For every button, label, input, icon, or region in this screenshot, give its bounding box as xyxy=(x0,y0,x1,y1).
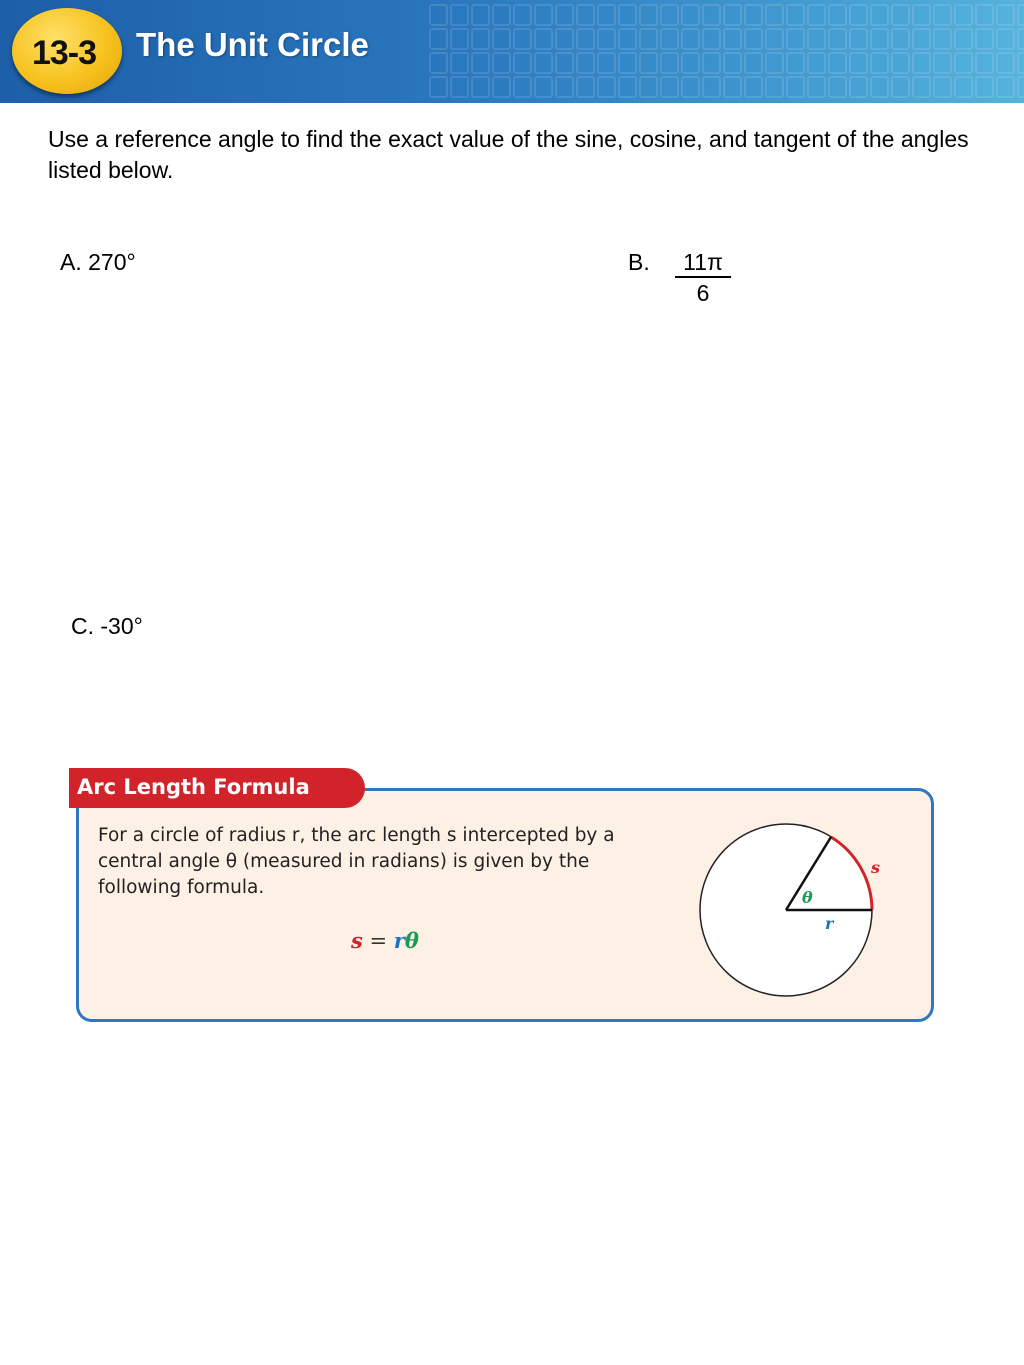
header-grid-cell xyxy=(514,29,531,49)
header-grid-cell xyxy=(997,29,1014,49)
header-grid-cell xyxy=(829,53,846,73)
header-grid-cell xyxy=(472,53,489,73)
header-grid-cell xyxy=(430,77,447,97)
header-grid-cell xyxy=(913,77,930,97)
header-grid-cell xyxy=(766,77,783,97)
header-grid-cell xyxy=(619,29,636,49)
header-grid-cell xyxy=(913,5,930,25)
header-grid-cell xyxy=(850,29,867,49)
header-grid-cell xyxy=(535,5,552,25)
header-grid-cell xyxy=(871,5,888,25)
header-grid-cell xyxy=(745,29,762,49)
header-grid-cell xyxy=(1018,53,1024,73)
header-grid-cell xyxy=(892,5,909,25)
header-grid-cell xyxy=(997,77,1014,97)
header-grid-cell xyxy=(661,53,678,73)
arc-length-formula xyxy=(351,928,419,953)
header-grid-cell xyxy=(451,5,468,25)
header-grid-cell xyxy=(577,29,594,49)
header-grid-cell xyxy=(472,29,489,49)
header-grid-cell xyxy=(661,29,678,49)
header-grid-cell xyxy=(871,29,888,49)
header-grid-cell xyxy=(934,5,951,25)
problem-c: C. -30° xyxy=(71,613,143,639)
header-grid-cell xyxy=(808,29,825,49)
header-grid-cell xyxy=(661,77,678,97)
arc-length-description: For a circle of radius r, the arc length s intercepted by a central angle θ (measured in radians) is given by the following formula. xyxy=(98,825,615,898)
header-grid-cell xyxy=(556,53,573,73)
header-grid-cell xyxy=(934,77,951,97)
header-grid-cell xyxy=(640,53,657,73)
header-grid-cell xyxy=(745,77,762,97)
header-grid-cell xyxy=(976,5,993,25)
arc-length-heading: Arc Length Formula xyxy=(77,775,310,799)
header-grid-cell xyxy=(976,29,993,49)
page-title: The Unit Circle xyxy=(136,26,369,63)
header-grid-cell xyxy=(1018,29,1024,49)
header-grid-cell xyxy=(892,77,909,97)
header-grid-cell xyxy=(472,77,489,97)
header-grid-cell xyxy=(808,5,825,25)
header-grid-cell xyxy=(640,29,657,49)
header-grid-cell xyxy=(766,53,783,73)
section-number: 13-3 xyxy=(31,34,97,72)
header-grid-cell xyxy=(640,5,657,25)
header-grid-cell xyxy=(955,53,972,73)
header-grid-cell xyxy=(493,53,510,73)
header-grid-cell xyxy=(766,29,783,49)
header-grid-cell xyxy=(703,77,720,97)
header-grid-cell xyxy=(955,5,972,25)
header-grid-cell xyxy=(661,5,678,25)
header-grid-cell xyxy=(871,53,888,73)
header-grid-cell xyxy=(535,29,552,49)
header-grid-cell xyxy=(556,77,573,97)
header-grid-cell xyxy=(787,29,804,49)
header-grid-cell xyxy=(787,5,804,25)
formula-equals: = xyxy=(362,929,394,953)
header-grid-cell xyxy=(892,29,909,49)
header-grid-cell xyxy=(787,77,804,97)
diagram-label-s: s xyxy=(871,858,881,877)
header-grid-cell xyxy=(934,29,951,49)
header-grid-cell xyxy=(430,53,447,73)
header-grid-cell xyxy=(682,29,699,49)
header-grid-cell xyxy=(682,53,699,73)
header-grid-cell xyxy=(997,53,1014,73)
header-grid-cell xyxy=(850,77,867,97)
formula-r: r xyxy=(393,928,405,953)
header-grid-cell xyxy=(598,53,615,73)
header-grid-cell xyxy=(430,5,447,25)
header-grid-cell xyxy=(619,53,636,73)
header-grid-cell xyxy=(955,29,972,49)
header-grid-cell xyxy=(829,77,846,97)
header-grid-cell xyxy=(724,53,741,73)
header-grid-cell xyxy=(808,77,825,97)
header-grid-cell xyxy=(577,53,594,73)
header-grid-cell xyxy=(493,77,510,97)
header-grid-cell xyxy=(745,53,762,73)
slide-header xyxy=(0,0,1024,103)
header-grid-cell xyxy=(976,77,993,97)
header-grid-cell xyxy=(619,5,636,25)
header-grid-cell xyxy=(514,77,531,97)
header-grid-cell xyxy=(535,53,552,73)
arc-length-heading-tab xyxy=(69,768,365,808)
header-grid-cell xyxy=(829,5,846,25)
header-grid-cell xyxy=(598,5,615,25)
header-grid-cell xyxy=(997,5,1014,25)
header-grid-cell xyxy=(577,5,594,25)
section-badge xyxy=(12,8,122,94)
header-grid-cell xyxy=(514,5,531,25)
header-grid-cell xyxy=(808,53,825,73)
header-grid-cell xyxy=(829,29,846,49)
problem-a: A. 270° xyxy=(60,249,136,275)
header-grid-cell xyxy=(913,29,930,49)
header-grid-cell xyxy=(451,77,468,97)
header-grid-cell xyxy=(703,29,720,49)
header-grid-cell xyxy=(682,77,699,97)
problem-b-label: B. xyxy=(628,249,650,275)
header-grid-cell xyxy=(976,53,993,73)
header-grid-cell xyxy=(556,29,573,49)
header-grid-cell xyxy=(913,53,930,73)
header-grid-cell xyxy=(724,29,741,49)
header-grid-cell xyxy=(745,5,762,25)
header-grid-cell xyxy=(724,5,741,25)
diagram-label-theta: θ xyxy=(802,888,813,907)
header-grid-cell xyxy=(619,77,636,97)
fraction-denominator: 6 xyxy=(696,280,710,306)
header-grid-cell xyxy=(766,5,783,25)
diagram-label-r: r xyxy=(825,914,834,933)
header-grid-cell xyxy=(787,53,804,73)
header-grid-cell xyxy=(850,5,867,25)
header-grid-cell xyxy=(514,53,531,73)
header-grid-cell xyxy=(451,53,468,73)
header-grid-cell xyxy=(1018,77,1024,97)
header-grid-cell xyxy=(892,53,909,73)
header-grid-cell xyxy=(493,29,510,49)
formula-s: s xyxy=(351,928,363,953)
header-grid-cell xyxy=(1018,5,1024,25)
header-grid-cell xyxy=(934,53,951,73)
header-grid-cell xyxy=(724,77,741,97)
header-grid-cell xyxy=(430,29,447,49)
header-grid-cell xyxy=(682,5,699,25)
header-grid-cell xyxy=(451,29,468,49)
arc-length-diagram xyxy=(690,815,890,1005)
header-grid-cell xyxy=(598,29,615,49)
instructions-text: Use a reference angle to find the exact value of the sine, cosine, and tangent of the angles listed below. xyxy=(48,126,969,183)
header-grid-cell xyxy=(577,77,594,97)
header-grid-cell xyxy=(703,53,720,73)
fraction-numerator: 11π xyxy=(675,249,731,278)
header-grid-cell xyxy=(598,77,615,97)
header-grid-cell xyxy=(535,77,552,97)
header-grid-cell xyxy=(556,5,573,25)
header-grid-cell xyxy=(871,77,888,97)
header-grid-cell xyxy=(640,77,657,97)
header-grid-cell xyxy=(850,53,867,73)
header-grid-cell xyxy=(955,77,972,97)
formula-theta: θ xyxy=(404,928,419,953)
problem-b-fraction xyxy=(675,249,731,308)
header-grid-cell xyxy=(493,5,510,25)
header-grid-cell xyxy=(472,5,489,25)
header-grid-cell xyxy=(703,5,720,25)
